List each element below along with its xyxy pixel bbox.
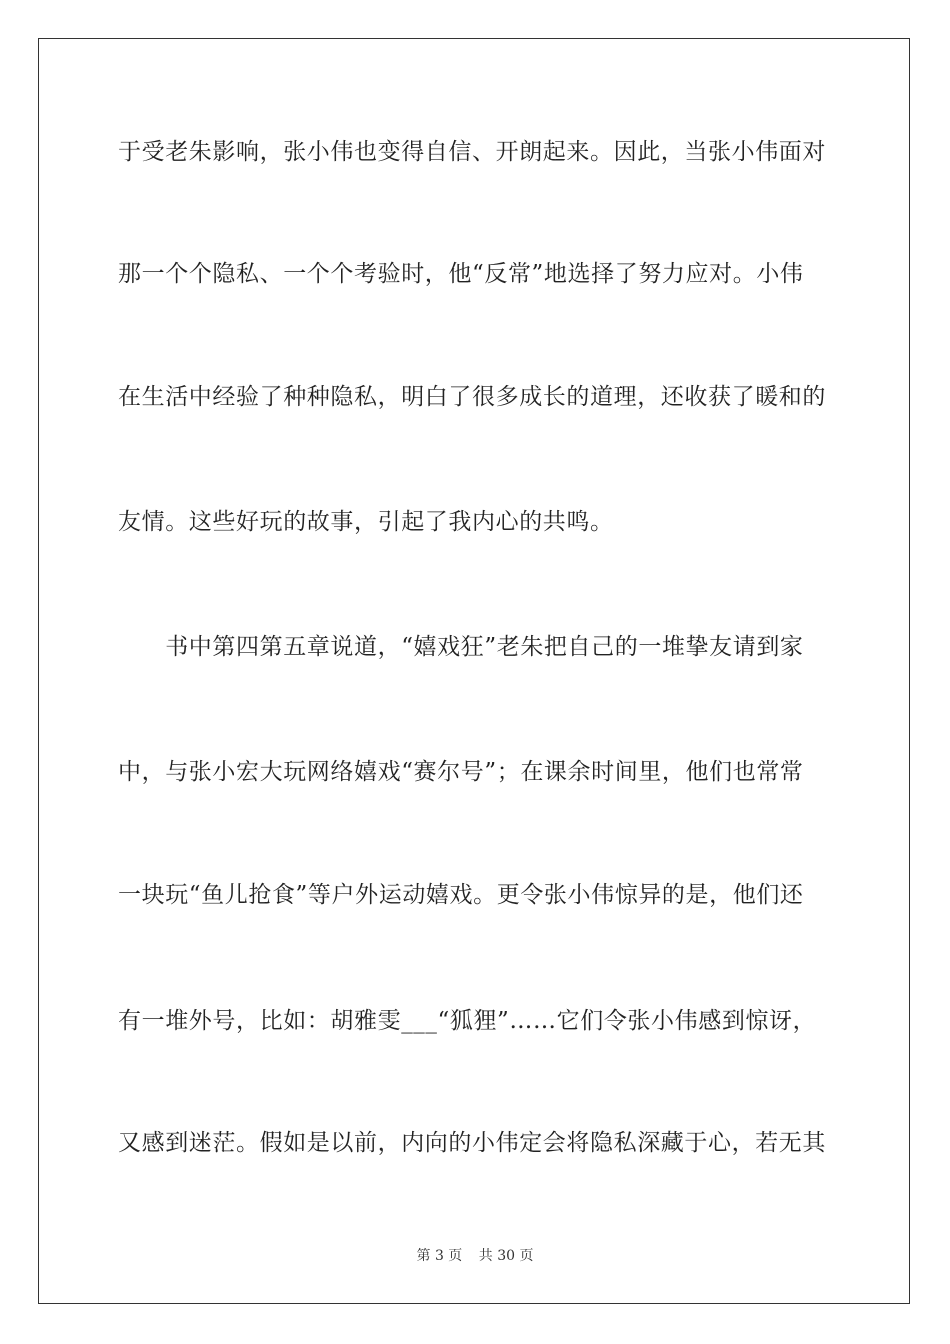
text-line: 有一堆外号，比如：胡雅雯___“狐狸”……它们令张小伟感到惊讶， [118,1008,817,1034]
text-line: 中，与张小宏大玩网络嬉戏“赛尔号”；在课余时间里，他们也常常 [118,759,804,785]
page-number: 第 3 页 [416,1248,463,1264]
page-border [38,38,910,1304]
text-line: 又感到迷茫。假如是以前，内向的小伟定会将隐私深藏于心，若无其 [118,1130,826,1156]
total-pages: 共 30 页 [478,1248,534,1264]
text-line: 在生活中经验了种种隐私，明白了很多成长的道理，还收获了暖和的 [118,384,826,410]
text-line: 于受老朱影响，张小伟也变得自信、开朗起来。因此，当张小伟面对 [118,139,826,165]
text-line: 那一个个隐私、一个个考验时，他“反常”地选择了努力应对。小伟 [118,261,804,287]
paragraph-start-line: 书中第四第五章说道，“嬉戏狂”老朱把自己的一堆挚友请到家 [118,634,804,660]
text-line: 一块玩“鱼儿抢食”等户外运动嬉戏。更令张小伟惊异的是，他们还 [118,882,804,908]
page-footer [0,1247,950,1265]
text-line: 友情。这些好玩的故事，引起了我内心的共鸣。 [118,509,614,535]
